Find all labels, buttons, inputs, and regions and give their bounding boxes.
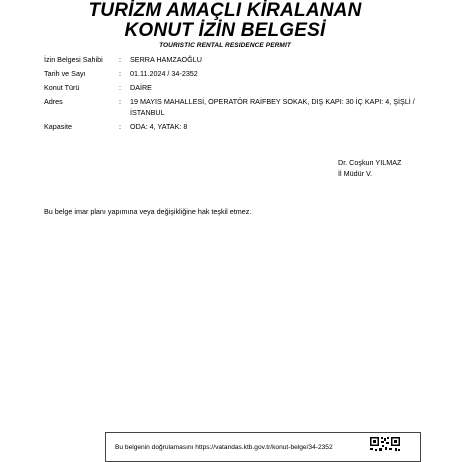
field-permit-holder <box>44 54 434 65</box>
verification-box <box>105 432 421 462</box>
field-date-number <box>44 68 434 79</box>
field-value: ODA: 4, YATAK: 8 <box>130 122 188 131</box>
field-colon: : <box>119 55 121 64</box>
field-value: 01.11.2024 / 34-2352 <box>130 69 198 78</box>
field-label: Kapasite <box>44 122 72 131</box>
field-label: Tarih ve Sayı <box>44 69 86 78</box>
field-colon: : <box>119 69 121 78</box>
field-colon: : <box>119 83 121 92</box>
permit-fields <box>44 54 434 135</box>
document-subtitle: TOURISTIC RENTAL RESIDENCE PERMIT <box>159 42 291 49</box>
field-label: İzin Belgesi Sahibi <box>44 55 103 64</box>
field-residence-type <box>44 82 434 93</box>
qr-code-icon <box>369 436 401 462</box>
verification-text: Bu belgenin doğrulamasını https://vatandas.ktb.gov.tr/konut-belge/34-2352 <box>115 444 333 451</box>
signature-block <box>338 157 401 179</box>
signatory-title: İl Müdür V. <box>338 169 373 178</box>
legal-note: Bu belge imar planı yapımına veya değişikliğine hak teşkil etmez. <box>44 207 252 216</box>
document-title-line2: KONUT İZİN BELGESİ <box>124 20 326 41</box>
field-value: DAİRE <box>130 83 152 92</box>
field-label: Adres <box>44 97 63 106</box>
field-value: SERRA HAMZAOĞLU <box>130 55 202 64</box>
field-label: Konut Türü <box>44 83 80 92</box>
field-capacity <box>44 121 434 132</box>
document-title-line1: TURİZM AMAÇLI KİRALANAN <box>88 0 362 21</box>
document-header <box>0 0 450 50</box>
field-colon: : <box>119 97 121 106</box>
field-address <box>44 96 434 118</box>
signatory-name: Dr. Coşkun YILMAZ <box>338 158 402 167</box>
field-colon: : <box>119 122 121 131</box>
field-value: 19 MAYIS MAHALLESİ, OPERATÖR RAİFBEY SOKAK, DIŞ KAPI: 30 İÇ KAPI: 4, ŞİŞLİ / İSTANBUL <box>130 97 415 117</box>
